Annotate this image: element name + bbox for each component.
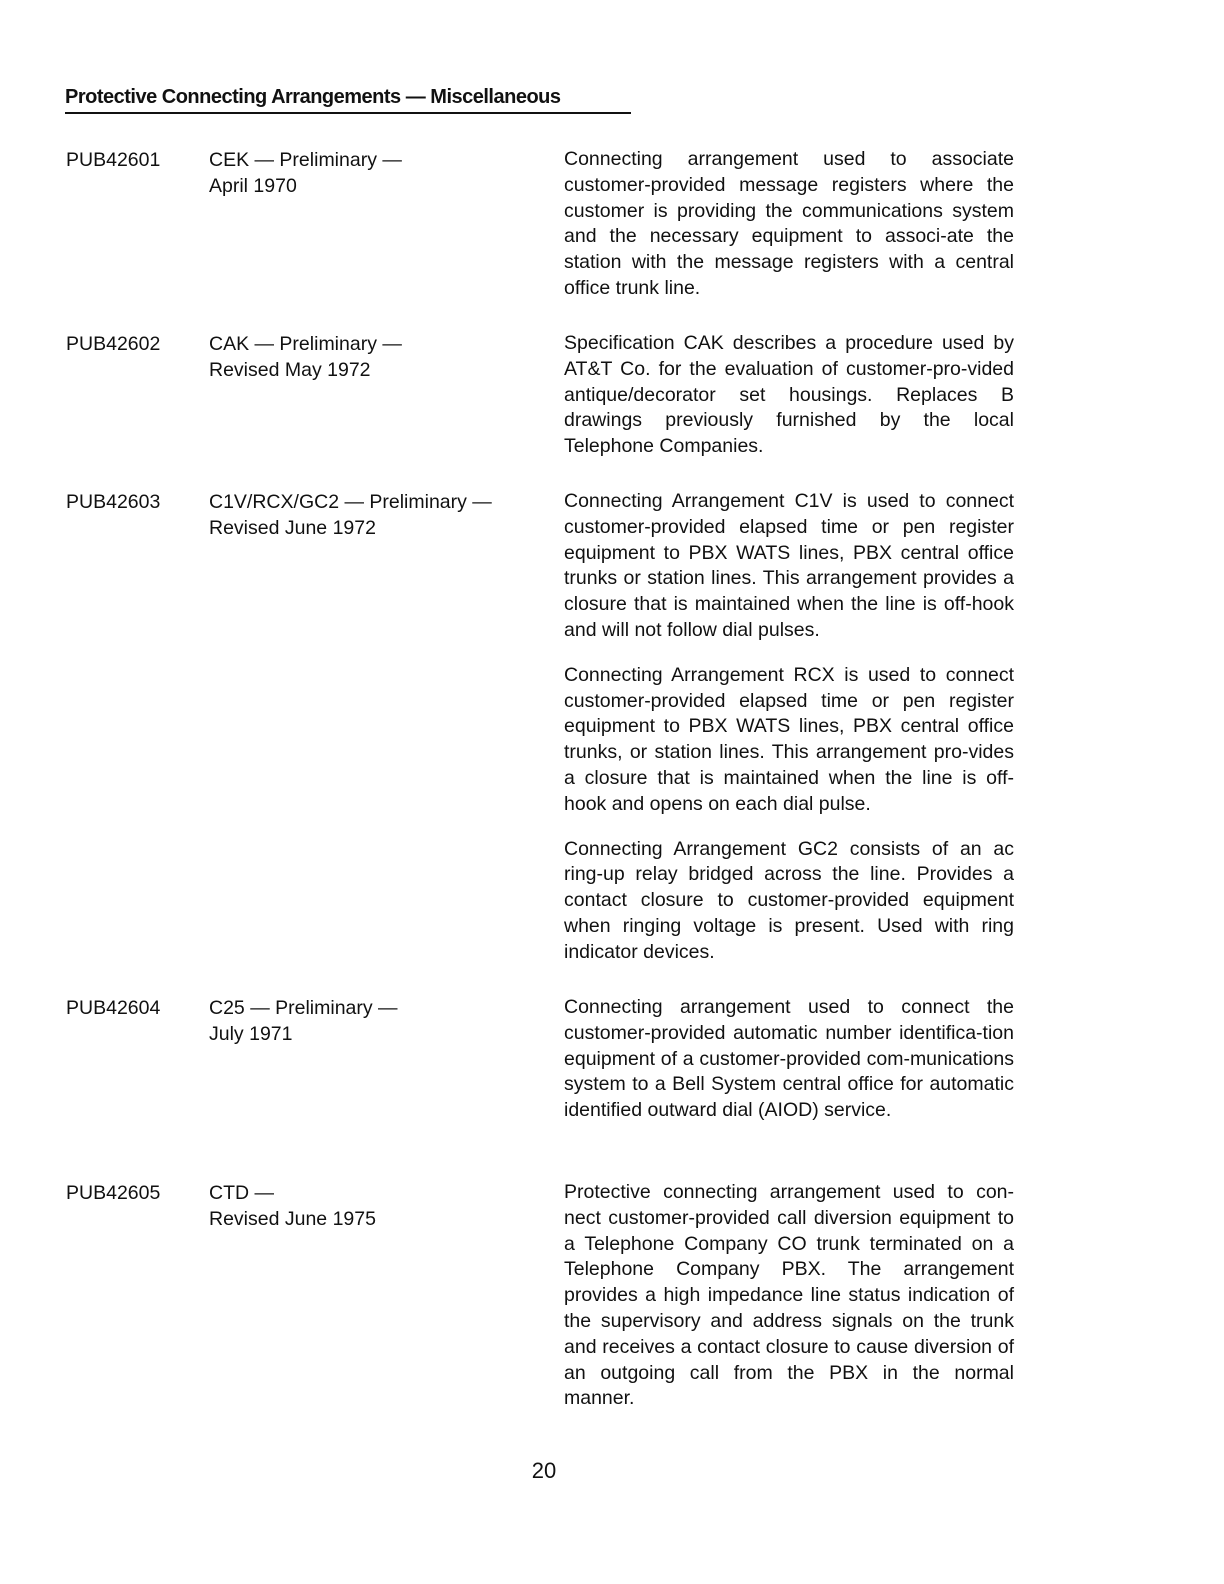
spec-date: April 1970	[209, 175, 297, 197]
pub-number: PUB42601	[66, 149, 161, 171]
spec-info	[209, 331, 529, 383]
page-number-text: 20	[531, 1458, 557, 1483]
description	[564, 147, 1014, 321]
description	[564, 331, 1014, 479]
description-paragraph: Connecting Arrangement RCX is used to connect customer-provided elapsed time or pen register equipment to PBX WATS lines, PBX central office trunks, or station lines. This arrangement pro-vides a closure that is maintained when the line is off-hook and opens on each dial pulse.	[564, 663, 1014, 815]
spec-date: Revised June 1972	[209, 517, 376, 539]
description-paragraph: Protective connecting arrangement used to con-nect customer-provided call diversion equipment to a Telephone Company CO trunk terminated on a Telephone Company PBX. The arrangement provides a high impedance line status indication of the supervisory and address signals on the trunk and receives a contact closure to cause diversion of an outgoing call from the PBX in the normal manner.	[564, 1181, 1014, 1410]
spec-date: Revised May 1972	[209, 359, 371, 381]
page-number	[0, 1458, 1224, 1484]
description-paragraph: Connecting arrangement used to connect the customer-provided automatic number identifica-tion equipment of a customer-provided com-munications system to a Bell System central office for automatic identified outward dial (AIOD) service.	[564, 996, 1014, 1122]
description-paragraph: Connecting arrangement used to associate customer-provided message registers where the customer is providing the communications system and the necessary equipment to associ-ate the station with the message registers with a central office trunk line.	[564, 148, 1014, 299]
spec-date: Revised June 1975	[209, 1208, 376, 1230]
spec-info	[209, 489, 529, 541]
spec-title: C25 — Preliminary —	[209, 997, 398, 1019]
spec-date: July 1971	[209, 1023, 293, 1045]
spec-title: CTD —	[209, 1182, 274, 1204]
spec-info	[209, 995, 529, 1047]
description-paragraph: Specification CAK describes a procedure used by AT&T Co. for the evaluation of customer-pro-vided antique/decorator set housings. Replaces B drawings previously furnished by the local Telephone Companies.	[564, 332, 1014, 458]
spec-title: CAK — Preliminary —	[209, 333, 402, 355]
spec-title: C1V/RCX/GC2 — Preliminary —	[209, 491, 492, 513]
pub-number: PUB42604	[66, 997, 161, 1019]
description-paragraph: Connecting Arrangement GC2 consists of an ac ring-up relay bridged across the line. Provides a contact closure to customer-provided equipment when ringing voltage is present. Used with ring indicator devices.	[564, 837, 1014, 963]
pub-number: PUB42603	[66, 491, 161, 513]
description	[564, 1180, 1014, 1431]
section-header	[65, 86, 631, 114]
description-paragraph: Connecting Arrangement C1V is used to connect customer-provided elapsed time or pen register equipment to PBX WATS lines, PBX central office trunks or station lines. This arrangement provides a closure that is maintained when the line is off-hook and will not follow dial pulses.	[564, 490, 1014, 641]
spec-info	[209, 1180, 529, 1232]
description	[564, 995, 1014, 1143]
spec-info	[209, 147, 529, 199]
description	[564, 489, 1014, 985]
pub-number: PUB42605	[66, 1182, 161, 1204]
spec-title: CEK — Preliminary —	[209, 149, 402, 171]
section-title: Protective Connecting Arrangements — Miscellaneous	[65, 86, 561, 108]
pub-number: PUB42602	[66, 333, 161, 355]
